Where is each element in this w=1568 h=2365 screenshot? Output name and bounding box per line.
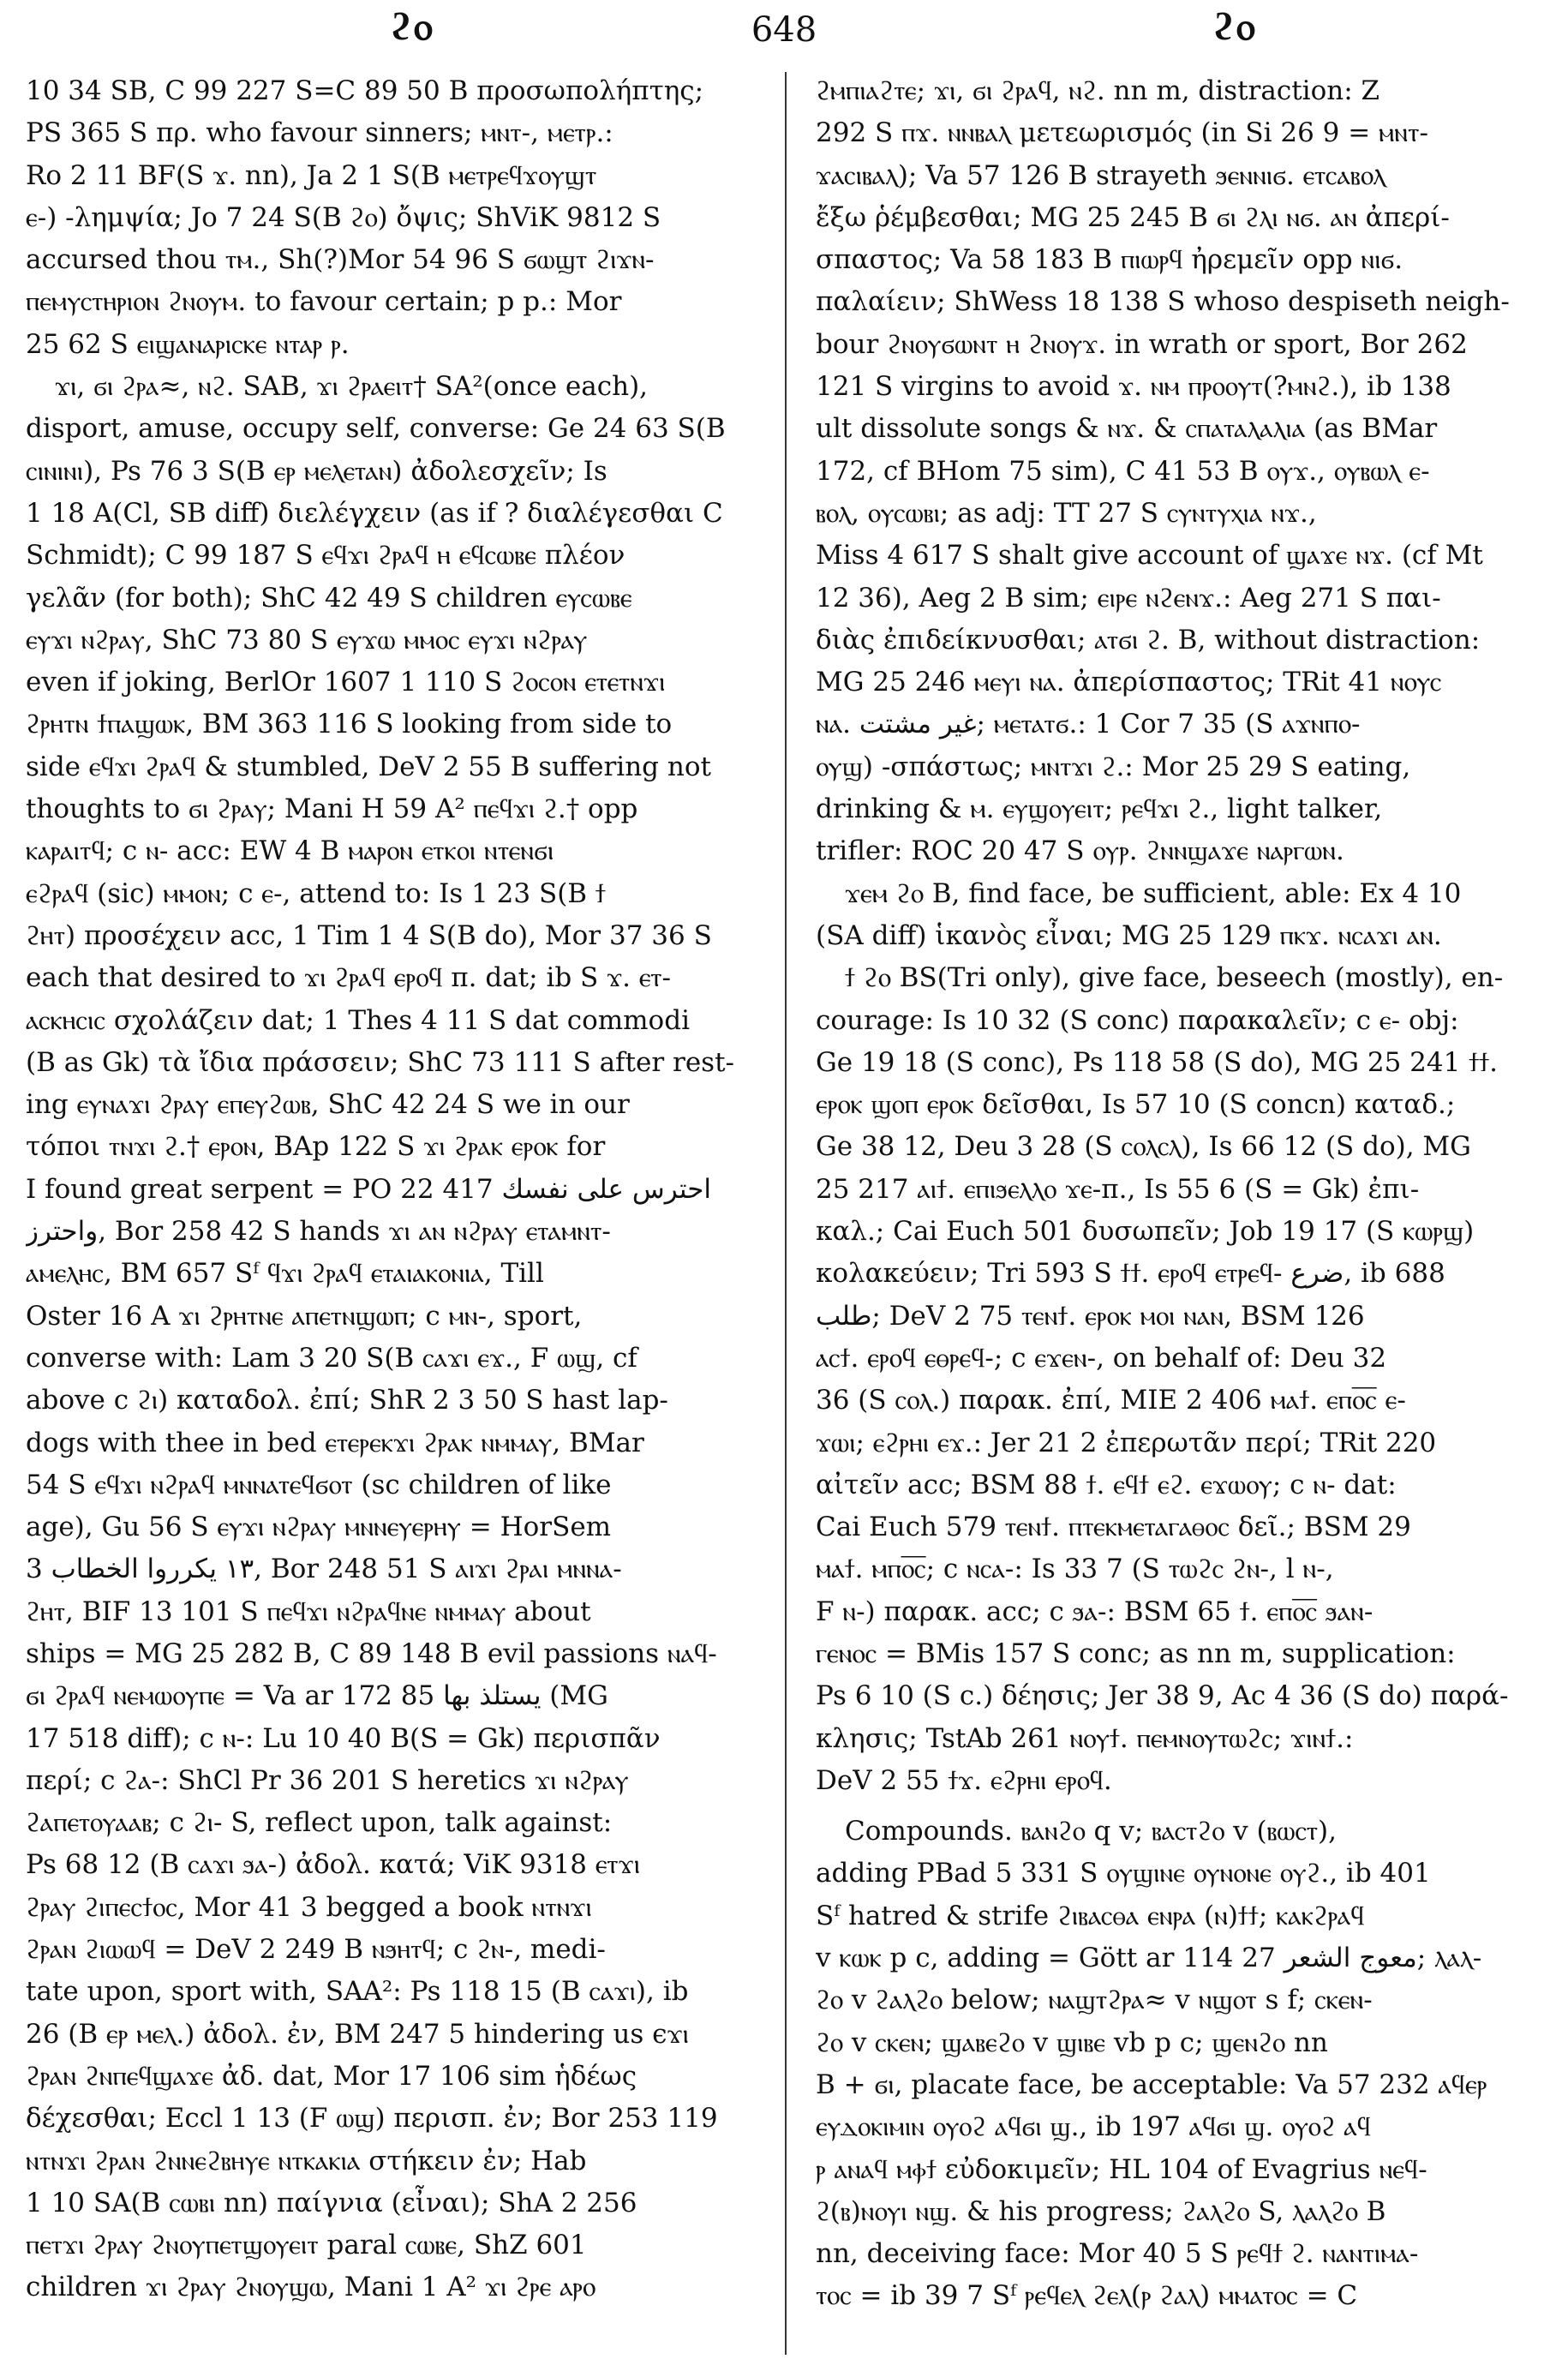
text-line: κολακεύειν; Tri 593 S ϯϯ. ⲉⲣⲟϥ ⲉⲧⲣⲉϥ- ضرع, ib 688 <box>816 1258 1445 1290</box>
text-line: ϫⲓ, ϭⲓ ϩⲣⲁ≈, ⲛϩ. SAB, ϫⲓ ϩⲣⲁⲉⲓⲧ† SA²(once each), <box>55 371 649 403</box>
text-line: B + ϭⲓ, placate face, be acceptable: Va 57 232 ⲁϥⲉⲣ <box>816 2069 1487 2100</box>
text-line: طلب; DeV 2 75 ⲧⲉⲛϯ. ⲉⲣⲟⲕ ⲙⲟⲓ ⲛⲁⲛ, BSM 126 <box>816 1300 1365 1332</box>
left-column <box>26 70 776 2356</box>
text-line: PS 365 S πρ. who favour sinners; ⲙⲛⲧ-, ⲙⲉⲧⲣ.: <box>26 117 613 149</box>
text-line: even if joking, BerlOr 1607 1 110 S ϩⲟⲥⲟⲛ ⲉⲧⲉⲧⲛϫⲓ <box>26 667 666 698</box>
text-line: bour ϩⲛⲟⲩϭⲱⲛⲧ ⲏ ϩⲛⲟⲩϫ. in wrath or sport, Bor 262 <box>816 328 1468 360</box>
text-line: side ⲉϥϫⲓ ϩⲣⲁϥ & stumbled, DeV 2 55 B suffering not <box>26 751 711 782</box>
text-line: ϫⲁⲥⲓⲃⲁⲗ); Va 57 126 B strayeth ϧⲉⲛⲛⲓϭ. ⲉⲧⲥⲁⲃⲟⲗ <box>816 159 1385 191</box>
text-line: age), Gu 56 S ⲉⲩϫⲓ ⲛϩⲣⲁⲩ ⲙⲛⲛⲉⲩⲉⲣⲏⲩ = HorSem <box>26 1512 612 1543</box>
text-line: διὰς ἐπιδείκνυσθαι; ⲁⲧϭⲓ ϩ. B, without distraction: <box>816 624 1481 656</box>
page-header <box>0 0 1568 60</box>
text-line: ϩ(ⲃ)ⲛⲟⲩⲓ ⲛϣ. & his progress; ϩⲁⲗϩⲟ S, ⲗⲁⲗϩⲟ B <box>816 2195 1386 2227</box>
text-line: trifler: ROC 20 47 S ⲟⲩⲣ. ϩⲛⲛϣⲁϫⲉ ⲛⲁⲣⲅⲱⲛ. <box>816 835 1344 867</box>
text-line: 1 10 SA(B ⲥⲱⲃⲓ nn) παίγνια (εἶναι); ShA 2 256 <box>26 2187 637 2218</box>
text-line: ϩⲟ v ϩⲁⲗϩⲟ below; ⲛⲁϣⲧϩⲣⲁ≈ v ⲛϣⲟⲧ s f; ⲥⲕⲉⲛ- <box>816 1985 1373 2016</box>
text-line: ⲥⲓⲛⲓⲛⲓ), Ps 76 3 S(B ⲉⲣ ⲙⲉⲗⲉⲧⲁⲛ) ἀδολεσχεῖν; Is <box>26 455 607 487</box>
text-line: περί; c ϩⲁ-: ShCl Pr 36 201 S heretics ϫⲓ ⲛϩⲣⲁⲩ <box>26 1764 629 1796</box>
text-line: Ps 68 12 (B ⲥⲁϫⲓ ϧⲁ-) ἀδολ. κατά; ViK 9318 ⲉⲧϫⲓ <box>26 1849 640 1881</box>
text-line: adding PBad 5 331 S ⲟⲩϣⲓⲛⲉ ⲟⲩⲛⲟⲛⲉ ⲟⲩϩ., ib 401 <box>816 1858 1431 1889</box>
text-line: ⲉⲣⲟⲕ ϣⲟⲡ ⲉⲣⲟⲕ δεῖσθαι, Is 57 10 (S concn) καταδ.; <box>816 1089 1456 1121</box>
text-line: ⲉⲩⲇⲟⲕⲓⲙⲓⲛ ⲟⲩⲟϩ ⲁϥϭⲓ ϣ., ib 197 ⲁϥϭⲓ ϣ. ⲟⲩⲟϩ ⲁϥ <box>816 2111 1371 2143</box>
text-line: ⲕⲁⲣⲁⲓⲧϥ; c ⲛ- acc: EW 4 B ⲙⲁⲣⲟⲛ ⲉⲧⲕⲟⲓ ⲛⲧⲉⲛϭⲓ <box>26 835 554 867</box>
text-line: ⲣ ⲁⲛⲁϥ ⲙⲫϯ εὐδοκιμεῖν; HL 104 of Evagrius ⲛⲉϥ- <box>816 2153 1427 2185</box>
text-line: I found great serpent = PO 22 417 احترس على نفسك <box>26 1173 711 1205</box>
text-line: ϩⲣⲁⲛ ϩⲛⲡⲉϥϣⲁϫⲉ ἀδ. dat, Mor 17 106 sim ἡδέως <box>26 2060 637 2092</box>
text-line: ϫⲉⲙ ϩⲟ B, find face, be sufficient, able: Ex 4 10 <box>845 877 1462 909</box>
text-line: 10 34 SB, C 99 227 S=C 89 50 B προσωπολήπτης; <box>26 75 704 106</box>
text-line: γελᾶν (for both); ShC 42 49 S children ⲉⲩⲥⲱⲃⲉ <box>26 582 632 614</box>
text-line: ϩⲟ v ⲥⲕⲉⲛ; ϣⲁⲃⲉϩⲟ v ϣⲓⲃⲉ vb p c; ϣⲉⲛϩⲟ nn <box>816 2027 1328 2058</box>
text-line: tate upon, sport with, SAA²: Ps 118 15 (B ⲥⲁϫⲓ), ib <box>26 1976 689 2008</box>
running-head-left: ϩⲟ <box>390 5 434 49</box>
column-divider <box>785 72 787 2355</box>
text-line: ult dissolute songs & ⲛϫ. & ⲥⲡⲁⲧⲁⲗⲁⲗⲓⲁ (as BMar <box>816 413 1438 445</box>
text-line: ϩⲣⲁⲛ ϩⲓⲱⲱϥ = DeV 2 249 B ⲛϧⲏⲧϥ; c ϩⲛ-, medi- <box>26 1934 606 1966</box>
text-line: παλαίειν; ShWess 18 138 S whoso despiseth neigh- <box>816 286 1510 318</box>
text-line: κλησις; TstAb 261 ⲛⲟⲩϯ. ⲡⲉⲙⲛⲟⲩⲧⲱϩⲥ; ϫⲓⲛϯ.: <box>816 1722 1354 1754</box>
text-line: ⲟⲩϣ) -σπάστως; ⲙⲛⲧϫⲓ ϩ.: Mor 25 29 S eating, <box>816 751 1411 782</box>
text-line: ⲛⲧⲛϫⲓ ϩⲣⲁⲛ ϩⲛⲛⲉϩⲃⲏⲩⲉ ⲛⲧⲕⲁⲕⲓⲁ στήκειν ἐν; Hab <box>26 2145 587 2176</box>
text-line: Schmidt); C 99 187 S ⲉϥϫⲓ ϩⲣⲁϥ ⲏ ⲉϥⲥⲱⲃⲉ πλέον <box>26 540 625 572</box>
text-line: Ge 38 12, Deu 3 28 (S ⲥⲟⲗⲥⲗ), Is 66 12 (S do), MG <box>816 1131 1471 1163</box>
text-line: ing ⲉⲩⲛⲁϫⲓ ϩⲣⲁⲩ ⲉⲡⲉⲩϩⲱⲃ, ShC 42 24 S we in our <box>26 1089 630 1121</box>
running-head-right: ϩⲟ <box>1212 5 1257 49</box>
text-line: ϩⲙⲡⲓⲁϩⲧⲉ; ϫⲓ, ϭⲓ ϩⲣⲁϥ, ⲛϩ. nn m, distraction: Z <box>816 75 1380 106</box>
text-line: 54 S ⲉϥϫⲓ ⲛϩⲣⲁϥ ⲙⲛⲛⲁⲧⲉϥϭⲟⲧ (sc children of like <box>26 1469 612 1500</box>
text-line: ⲅⲉⲛⲟⲥ = BMis 157 S conc; as nn m, supplication: <box>816 1638 1456 1669</box>
text-line: Compounds. ⲃⲁⲛϩⲟ q v; ⲃⲁⲥⲧϩⲟ v (ⲃⲱⲥⲧ), <box>845 1816 1337 1847</box>
text-line: ⲡⲉⲧϫⲓ ϩⲣⲁⲩ ϩⲛⲟⲩⲡⲉⲧϣⲟⲩⲉⲓⲧ paral ⲥⲱⲃⲉ, ShZ 601 <box>26 2230 587 2261</box>
text-line: 36 (S ⲥⲟⲗ.) παρακ. ἐπί, MIE 2 406 ⲙⲁϯ. ⲉⲡⲟ̅ⲥ̅ ⲉ- <box>816 1385 1406 1416</box>
text-line: ⲁⲙⲉⲗⲏⲥ, BM 657 Sᶠ ϥϫⲓ ϩⲣⲁϥ ⲉⲧⲁⲓⲁⲕⲟⲛⲓⲁ, Till <box>26 1258 544 1290</box>
text-line: 172, cf BHom 75 sim), C 41 53 B ⲟⲩϫ., ⲟⲩⲃⲱⲗ ⲉ- <box>816 455 1430 487</box>
text-line: Ps 6 10 (S c.) δέησις; Jer 38 9, Ac 4 36 (S do) παρά- <box>816 1680 1509 1712</box>
text-line: Sᶠ hatred & strife ϩⲓⲃⲁⲥⲑⲁ ⲉⲛⲣⲁ (ⲛ)ϯϯ; ⲕⲁⲕϩⲣⲁϥ <box>816 1900 1365 1931</box>
text-line: ⲉ-) -λημψία; Jo 7 24 S(B ϩⲟ) ὄψις; ShViK 9812 S <box>26 201 661 233</box>
text-line: v ⲕⲱⲕ p c, adding = Gött ar 114 27 معوج الشعر; ⲗⲁⲗ- <box>816 1943 1482 1974</box>
text-line: 26 (B ⲉⲣ ⲙⲉⲗ.) ἀδολ. ἐν, BM 247 5 hindering us ϵϫⲓ <box>26 2018 689 2050</box>
text-line: dogs with thee in bed ⲉⲧⲉⲣⲉⲕϫⲓ ϩⲣⲁⲕ ⲛⲙⲙⲁⲩ, BMar <box>26 1427 644 1458</box>
text-line: ἔξω ῥέμβεσθαι; MG 25 245 B ϭⲓ ϩⲗⲓ ⲛϭ. ⲁⲛ ἀπερί- <box>816 201 1450 233</box>
text-line: 3 ١٣ يكرروا الخطاب, Bor 248 51 S ⲁⲓϫⲓ ϩⲣⲁⲓ ⲙⲛⲛⲁ- <box>26 1554 622 1585</box>
text-line: واحترز, Bor 258 42 S hands ϫⲓ ⲁⲛ ⲛϩⲣⲁⲩ ⲉⲧⲁⲙⲛⲧ- <box>26 1216 611 1248</box>
text-line: DeV 2 55 ϯϫ. ⲉϩⲣⲏⲓ ⲉⲣⲟϥ. <box>816 1764 1112 1796</box>
text-line: converse with: Lam 3 20 S(B ⲥⲁϫⲓ ⲉϫ., F ⲱϣ, cf <box>26 1342 637 1374</box>
text-line: ϩⲏⲧ, BIF 13 101 S ⲡⲉϥϫⲓ ⲛϩⲣⲁϥⲛⲉ ⲛⲙⲙⲁⲩ about <box>26 1596 591 1627</box>
text-line: ⲙⲁϯ. ⲙⲡⲟ̅ⲥ̅; c ⲛⲥⲁ-: Is 33 7 (S ⲧⲱϩⲥ ϩⲛ-, l ⲛ-, <box>816 1554 1334 1585</box>
text-line: ⲧⲟⲥ = ib 39 7 Sᶠ ⲣⲉϥⲉⲗ ϩⲉⲗ(ⲣ ϩⲁⲗ) ⲙⲙⲁⲧⲟⲥ = C <box>816 2280 1358 2312</box>
text-line: Oster 16 A ϫⲓ ϩⲣⲏⲧⲛⲉ ⲁⲡⲉⲧⲛϣⲱⲡ; c ⲙⲛ-, sport, <box>26 1300 583 1332</box>
text-line: MG 25 246 ⲙⲉⲩⲓ ⲛⲁ. ἀπερίσπαστος; TRit 41 ⲛⲟⲩⲥ <box>816 667 1442 698</box>
text-line: αἰτεῖν acc; BSM 88 ϯ. ⲉϥϯ ⲉϩ. ⲉϫⲱⲟⲩ; c ⲛ- dat: <box>816 1469 1397 1500</box>
text-line: Miss 4 617 S shalt give account of ϣⲁϫⲉ ⲛϫ. (cf Mt <box>816 540 1483 572</box>
text-line: ϫⲱⲓ; ⲉϩⲣⲏⲓ ⲉϫ.: Jer 21 2 ἐπερωτᾶν περί; TRit 220 <box>816 1427 1437 1458</box>
text-line: 17 518 diff); c ⲛ-: Lu 10 40 B(S = Gk) περισπᾶν <box>26 1722 661 1754</box>
text-line: ⲡⲉⲙⲩⲥⲧⲏⲣⲓⲟⲛ ϩⲛⲟⲩⲙ. to favour certain; p p.: Mor <box>26 286 622 318</box>
text-line: ϭⲓ ϩⲣⲁϥ ⲛⲉⲙⲱⲟⲩⲡⲉ = Va ar 172 85 يستلذ بها (MG <box>26 1680 608 1712</box>
text-line: ⲁⲥⲕⲏⲥⲓⲥ σχολάζειν dat; 1 Thes 4 11 S dat commodi <box>26 1004 690 1036</box>
text-line: 25 62 S ⲉⲓϣⲁⲛⲁⲣⲓⲥⲕⲉ ⲛⲧⲁⲣ ⲣ. <box>26 328 350 360</box>
text-line: ϩⲣⲁⲩ ϩⲓⲡⲉⲥϯⲟⲥ, Mor 41 3 begged a book ⲛⲧⲛϫⲓ <box>26 1891 592 1923</box>
text-line: (B as Gk) τὰ ἴδια πράσσειν; ShC 73 111 S after rest- <box>26 1046 735 1078</box>
text-line: ϩⲏⲧ) προσέχειν acc, 1 Tim 1 4 S(B do), Mor 37 36 S <box>26 919 712 951</box>
text-line: 121 S virgins to avoid ϫ. ⲛⲙ ⲡⲣⲟⲟⲩⲧ(?ⲙⲛϩ.), ib 138 <box>816 371 1451 403</box>
text-line: courage: Is 10 32 (S conc) παρακαλεῖν; c ⲉ- obj: <box>816 1004 1459 1036</box>
text-line: ships = MG 25 282 B, C 89 148 B evil passions ⲛⲁϥ- <box>26 1638 717 1669</box>
text-line: Cai Euch 579 ⲧⲉⲛϯ. ⲡⲧⲉⲕⲙⲉⲧⲁⲅⲁⲑⲟⲥ δεῖ.; BSM 29 <box>816 1512 1411 1543</box>
text-line: ⲛⲁ. غير مشتت; ⲙⲉⲧⲁⲧϭ.: 1 Cor 7 35 (S ⲁϫⲛⲡⲟ- <box>816 709 1361 740</box>
text-line: δέχεσθαι; Eccl 1 13 (F ⲱϣ) περισπ. ἐν; Bor 253 119 <box>26 2103 718 2134</box>
text-line: accursed thou ⲧⲙ., Sh(?)Mor 54 96 S ϭⲱϣⲧ ϩⲓϫⲛ- <box>26 244 655 276</box>
text-line: ϩⲁⲡⲉⲧⲟⲩⲁⲁⲃ; c ϩⲓ- S, reflect upon, talk against: <box>26 1807 613 1839</box>
text-line: Ro 2 11 BF(S ϫ. nn), Ja 2 1 S(B ⲙⲉⲧⲣⲉϥϫⲟⲩϣⲧ <box>26 159 597 191</box>
text-line: each that desired to ϫⲓ ϩⲣⲁϥ ⲉⲣⲟϥ π. dat; ib S ϫ. ⲉⲧ- <box>26 962 672 994</box>
text-line: 292 S ⲡϫ. ⲛⲛⲃⲁⲗ μετεωρισμός (in Si 26 9 = ⲙⲛⲧ- <box>816 117 1428 149</box>
text-line: above c ϩⲓ) καταδολ. ἐπί; ShR 2 3 50 S hast lap- <box>26 1385 668 1416</box>
text-line: drinking & ⲙ. ⲉⲩϣⲟⲩⲉⲓⲧ; ⲣⲉϥϫⲓ ϩ., light talker, <box>816 793 1383 825</box>
text-line: ⲁⲥϯ. ⲉⲣⲟϥ ⲉⲑⲣⲉϥ-; c ⲉϫⲉⲛ-, on behalf of: Deu 32 <box>816 1342 1387 1374</box>
text-line: thoughts to ϭⲓ ϩⲣⲁⲩ; Mani H 59 A² ⲡⲉϥϫⲓ ϩ.† opp <box>26 793 638 825</box>
text-line: nn, deceiving face: Mor 40 5 S ⲣⲉϥϯ ϩ. ⲛⲁⲛⲧⲓⲙⲁ- <box>816 2238 1419 2270</box>
text-line: ⲉⲩϫⲓ ⲛϩⲣⲁⲩ, ShC 73 80 S ⲉⲩϫⲱ ⲙⲙⲟⲥ ⲉⲩϫⲓ ⲛϩⲣⲁⲩ <box>26 624 588 656</box>
text-line: ϩⲣⲏⲧⲛ ϯⲡⲁϣⲱⲕ, BM 363 116 S looking from side to <box>26 709 673 740</box>
text-line: disport, amuse, occupy self, converse: Ge 24 63 S(B <box>26 413 726 445</box>
text-line: F ⲛ-) παρακ. acc; c ϧⲁ-: BSM 65 ϯ. ⲉⲡⲟ̅ⲥ̅ ϧⲁⲛ- <box>816 1596 1373 1627</box>
text-line: Ge 19 18 (S conc), Ps 118 58 (S do), MG 25 241 ϯϯ. <box>816 1046 1498 1078</box>
text-line: children ϫⲓ ϩⲣⲁⲩ ϩⲛⲟⲩϣⲱ, Mani 1 A² ϫⲓ ϩⲣⲉ ⲁⲣⲟ <box>26 2272 596 2303</box>
right-column <box>816 70 1566 2356</box>
text-line: 1 18 A(Cl, SB diff) διελέγχειν (as if ? διαλέγεσθαι C <box>26 497 723 529</box>
text-line: (SA diff) ἱκανὸς εἶναι; MG 25 129 ⲡⲕϫ. ⲛⲥⲁϫⲓ ⲁⲛ. <box>816 919 1442 951</box>
text-line: 12 36), Aeg 2 B sim; ⲉⲓⲣⲉ ⲛϩⲉⲛϫ.: Aeg 271 S παι- <box>816 582 1441 614</box>
text-line: 25 217 ⲁⲓϯ. ⲉⲡⲓϧⲉⲗⲗⲟ ϫⲉ-π., Is 55 6 (S = Gk) ἐπι- <box>816 1173 1420 1205</box>
text-line: ϯ ϩⲟ BS(Tri only), give face, beseech (mostly), en- <box>845 962 1504 994</box>
page-number: 648 <box>751 10 817 50</box>
text-line: ⲉϩⲣⲁϥ (sic) ⲙⲙⲟⲛ; c ⲉ-, attend to: Is 1 23 S(B ϯ <box>26 877 606 909</box>
text-line: ⲃⲟⲗ, ⲟⲩⲥⲱⲃⲓ; as adj: TT 27 S ⲥⲩⲛⲧⲩⲭⲓⲁ ⲛϫ., <box>816 497 1317 529</box>
text-line: σπαστος; Va 58 183 B ⲡⲓⲱⲣϥ ἠρεμεῖν opp ⲛⲓϭ. <box>816 244 1403 276</box>
text-line: τόποι ⲧⲛϫⲓ ϩ.† ⲉⲣⲟⲛ, BAp 122 S ϫⲓ ϩⲣⲁⲕ ⲉⲣⲟⲕ for <box>26 1131 606 1163</box>
text-line: καλ.; Cai Euch 501 δυσωπεῖν; Job 19 17 (S ⲕⲱⲣϣ) <box>816 1216 1475 1248</box>
